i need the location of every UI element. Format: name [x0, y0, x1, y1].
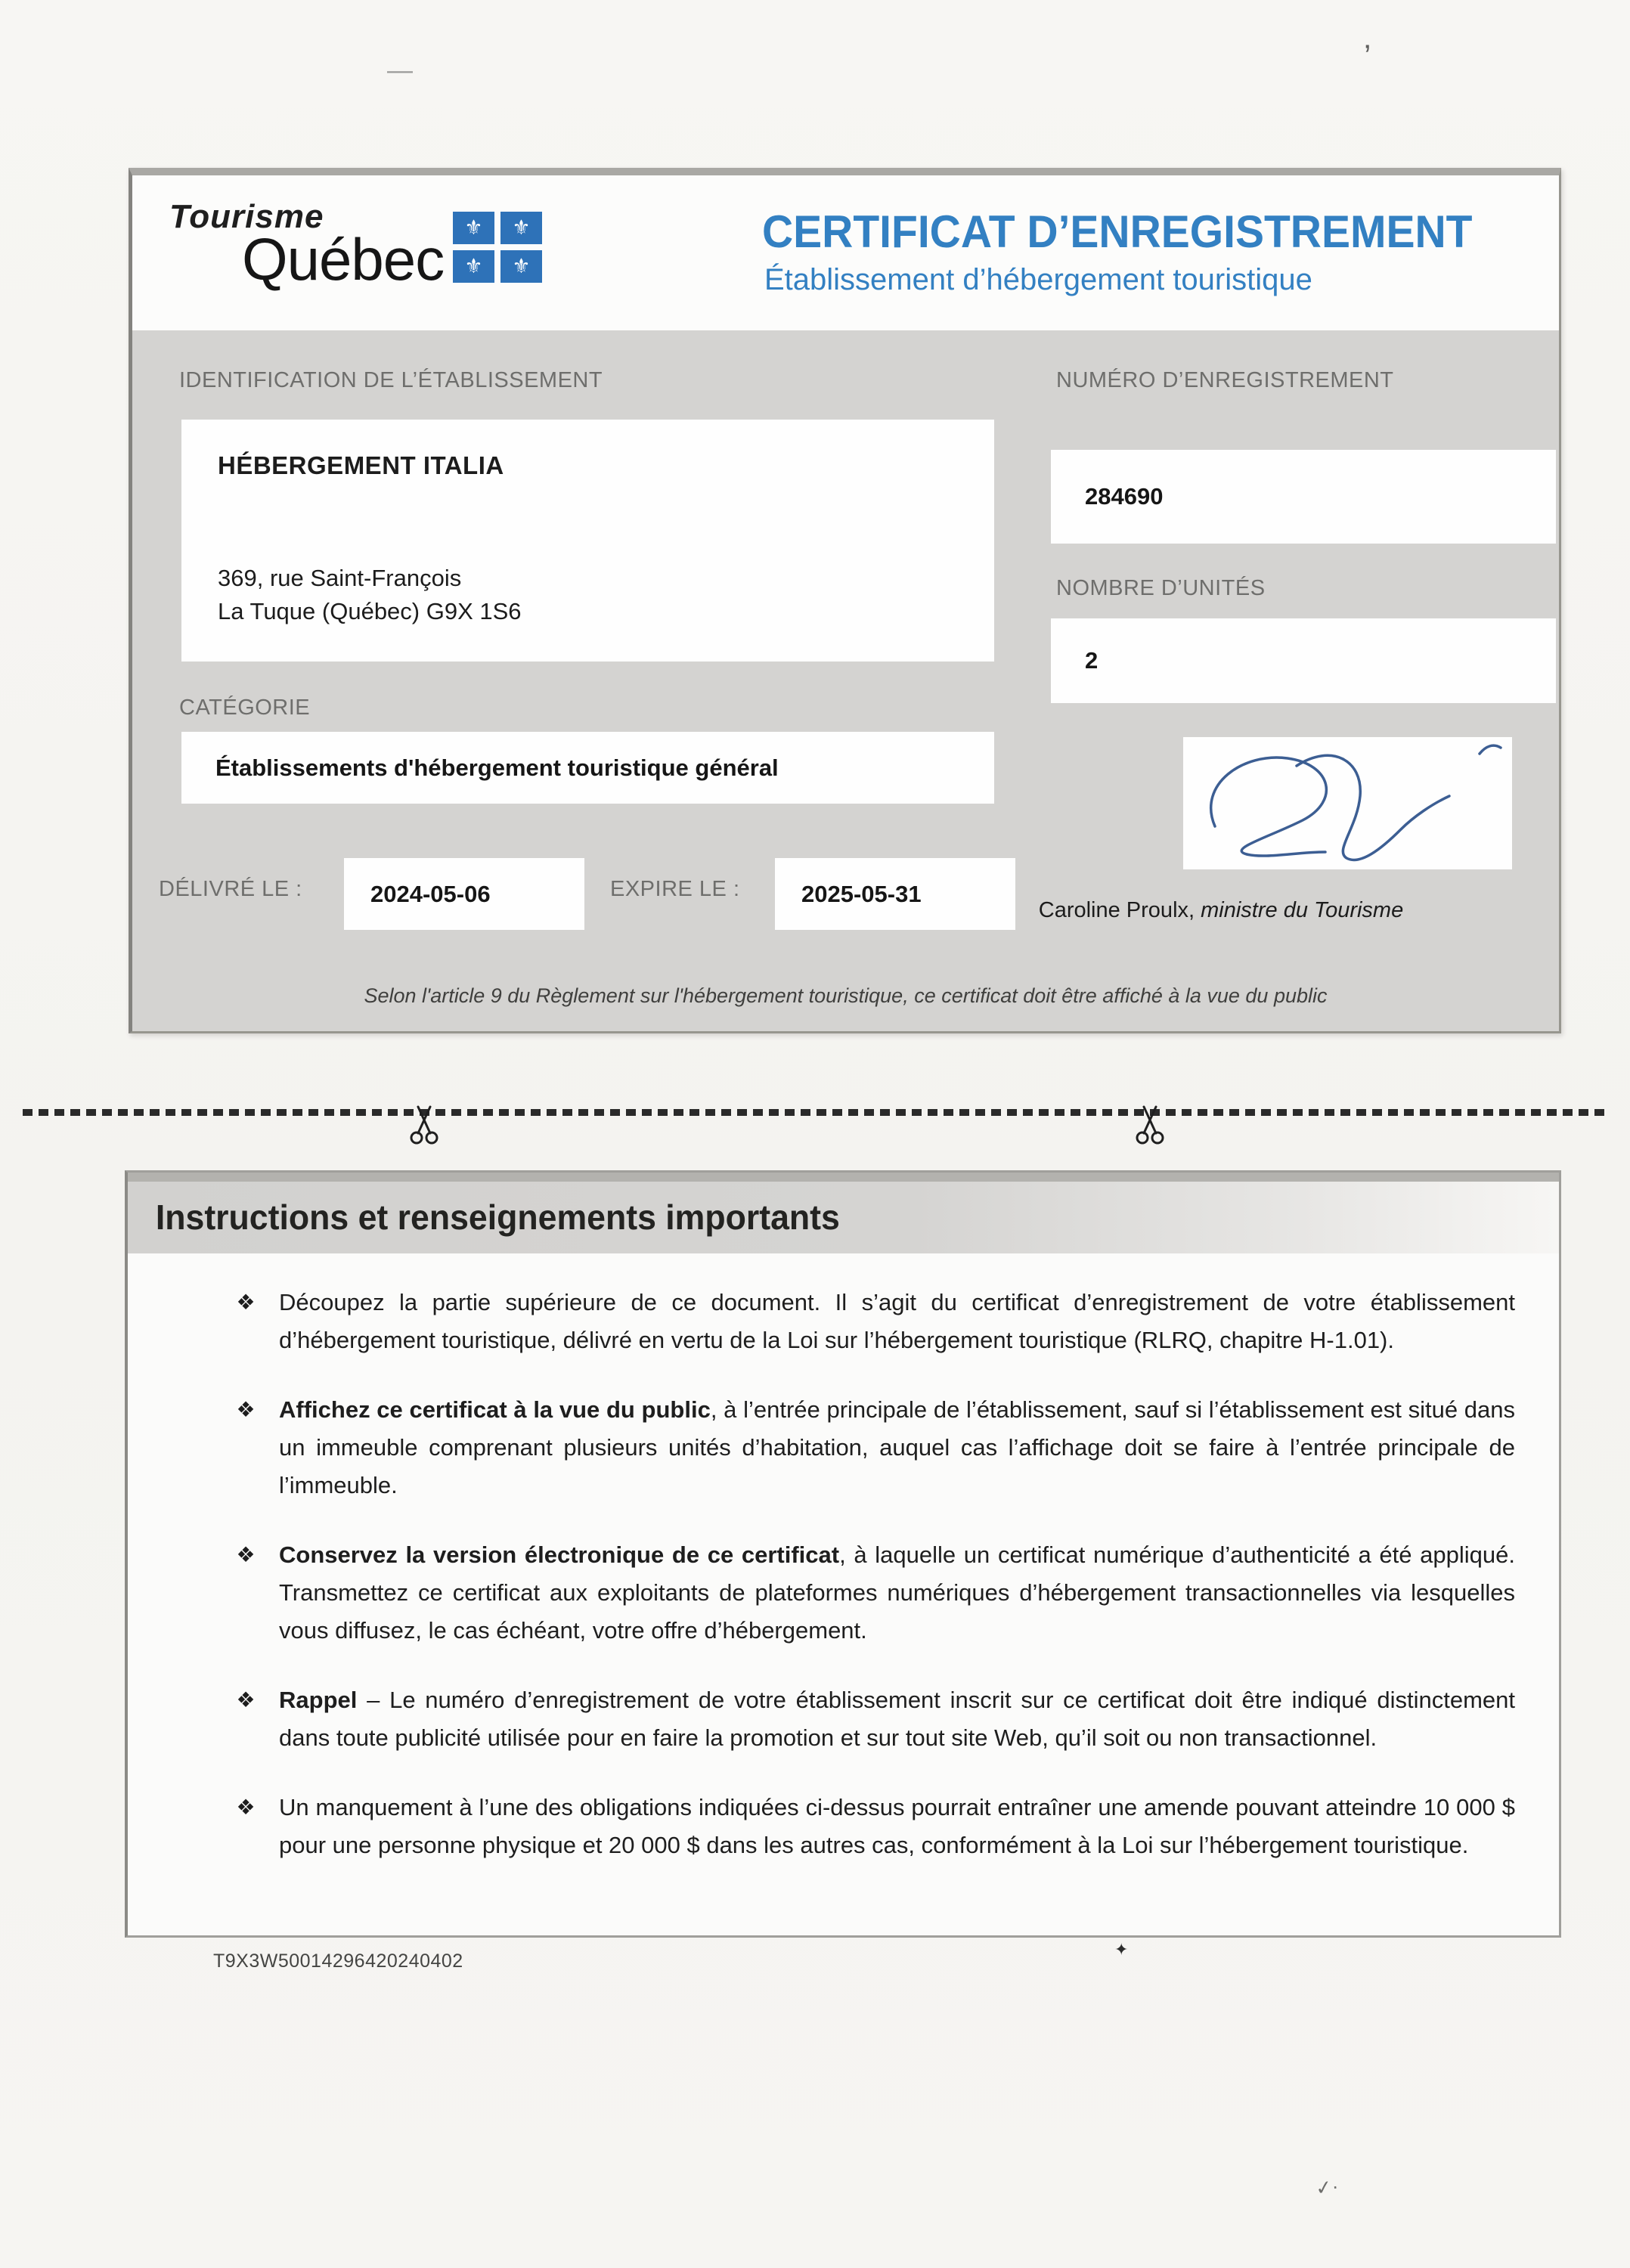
address-line-1: 369, rue Saint-François — [218, 565, 462, 591]
fleur-de-lis-icon: ⚜ — [453, 212, 494, 244]
signature — [1183, 737, 1512, 869]
instruction-item — [232, 1681, 1515, 1757]
document-code: T9X3W50014296420240402 — [213, 1950, 463, 1972]
instruction-text: Un manquement à l’une des obligations indiquées ci-dessus pourrait entraîner une amende pouvant atteindre 10 000 $ pour une personne physique et 20 000 $ dans les autres cas, conformément à la Loi sur l’hébergement touristique. — [279, 1794, 1515, 1858]
category-value: Établissements d'hébergement touristique général — [215, 754, 779, 781]
units-label: NOMBRE D’UNITÉS — [1056, 576, 1266, 600]
instruction-item — [232, 1789, 1515, 1864]
fleur-de-lis-icon: ⚜ — [500, 250, 542, 283]
signatory-title: ministre du Tourisme — [1201, 898, 1404, 922]
bullet-icon: ❖ — [236, 1398, 256, 1421]
registration-number-value: 284690 — [1085, 483, 1164, 510]
signatory-line — [994, 898, 1448, 923]
certificate-subtitle: Établissement d’hébergement touristique — [764, 263, 1312, 296]
bullet-icon: ❖ — [236, 1543, 256, 1566]
certificate-card — [129, 168, 1561, 1033]
scan-artifact: — — [387, 56, 413, 85]
issued-label: DÉLIVRÉ LE : — [159, 877, 302, 901]
scan-artifact: ✦ — [1114, 1940, 1129, 1959]
fleur-de-lis-icon: ⚜ — [500, 212, 542, 244]
signatory-name: Caroline Proulx, — [1038, 898, 1195, 922]
fleur-de-lis-icon: ⚜ — [453, 250, 494, 283]
instructions-section — [125, 1170, 1561, 1938]
instruction-text: Affichez ce certificat à la vue du public, à l’entrée principale de l’établissement, sauf si l’établissement est situé dans un immeuble comprenant plusieurs unités d’habitation, auquel cas l’affichage doit se faire à l’entrée principale de l’immeuble. — [279, 1396, 1515, 1498]
scan-artifact: ✓· — [1313, 2174, 1340, 2200]
scissors-icon — [1134, 1102, 1166, 1146]
instructions-title-band — [128, 1182, 1559, 1253]
instruction-item — [232, 1284, 1515, 1359]
instruction-text: Rappel – Le numéro d’enregistrement de votre établissement inscrit sur ce certificat doit être indiqué distinctement dans toute publicité utilisée pour en faire la promotion et sur tout site Web, qu’il soit ou non transactionnel. — [279, 1687, 1515, 1751]
issued-date-box — [344, 858, 584, 930]
establishment-address — [218, 562, 522, 628]
expires-label: EXPIRE LE : — [610, 877, 740, 901]
registration-number-label: NUMÉRO D’ENREGISTREMENT — [1056, 368, 1394, 392]
display-notice: Selon l'article 9 du Règlement sur l'hébergement touristique, ce certificat doit être affiché à la vue du public — [364, 984, 1328, 1007]
signature-box — [1183, 737, 1512, 869]
establishment-box — [181, 420, 994, 662]
units-box — [1051, 618, 1556, 703]
instructions-title: Instructions et renseignements importants — [155, 1198, 840, 1237]
instruction-item — [232, 1536, 1515, 1650]
scissors-icon — [408, 1102, 440, 1146]
logo-text-quebec: Québec — [242, 226, 445, 293]
top-strip — [128, 1173, 1559, 1182]
quebec-flag-icon — [453, 212, 542, 283]
bullet-icon: ❖ — [236, 1796, 256, 1819]
bullet-icon: ❖ — [236, 1688, 256, 1712]
certificate-title: CERTIFICAT D’ENREGISTREMENT — [762, 206, 1473, 257]
registration-number-box — [1051, 450, 1556, 544]
logo-text-tourisme: Tourisme — [169, 198, 324, 235]
bullet-icon: ❖ — [236, 1290, 256, 1314]
issued-date-value: 2024-05-06 — [370, 880, 491, 907]
instruction-text: Découpez la partie supérieure de ce document. Il s’agit du certificat d’enregistrement de votre établissement d’hébergement touristique, délivré en vertu de la Loi sur l’hébergement touristique (RLRQ, chapitre H-1.01). — [279, 1289, 1515, 1353]
expires-date-value: 2025-05-31 — [801, 880, 922, 907]
certificate-header — [132, 175, 1559, 330]
cut-line — [23, 1109, 1609, 1116]
expires-date-box — [775, 858, 1015, 930]
identification-label: IDENTIFICATION DE L’ÉTABLISSEMENT — [179, 368, 603, 392]
units-value: 2 — [1085, 647, 1099, 674]
scan-artifact: ’ — [1364, 38, 1371, 73]
category-box — [181, 732, 994, 804]
instruction-text: Conservez la version électronique de ce certificat, à laquelle un certificat numérique d’authenticité a été appliqué. Transmettez ce certificat aux exploitants de plateformes numériques d’hébergement transactionnelles via lesquelles vous diffusez, le cas échéant, votre offre d’hébergement. — [279, 1541, 1515, 1644]
address-line-2: La Tuque (Québec) G9X 1S6 — [218, 598, 522, 625]
category-label: CATÉGORIE — [179, 696, 311, 720]
instructions-list — [128, 1253, 1559, 1864]
instruction-item — [232, 1391, 1515, 1504]
establishment-name: HÉBERGEMENT ITALIA — [218, 451, 504, 479]
certificate-body — [132, 330, 1559, 1031]
